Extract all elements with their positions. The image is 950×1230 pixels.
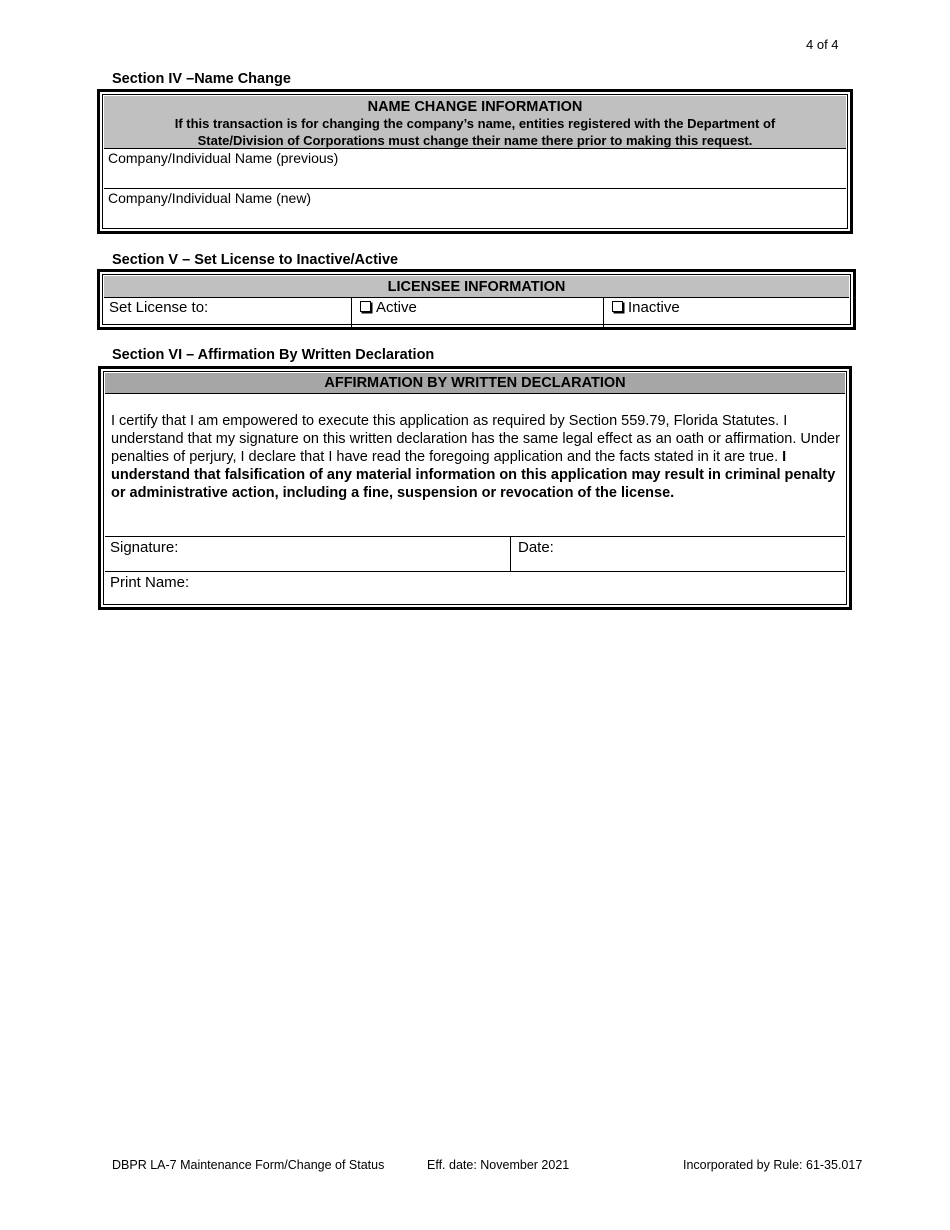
new-name-field[interactable] <box>104 189 846 233</box>
name-change-box <box>97 89 853 234</box>
licensee-info-header: LICENSEE INFORMATION <box>104 276 849 298</box>
section-5-title: Section V – Set License to Inactive/Active <box>112 252 399 268</box>
inactive-option-label: Inactive <box>628 299 680 316</box>
previous-name-field[interactable] <box>104 149 846 189</box>
new-name-label: Company/Individual Name (new) <box>108 190 312 206</box>
print-name-label: Print Name: <box>110 574 190 591</box>
affirmation-text <box>105 394 845 537</box>
signature-row <box>105 537 845 572</box>
section-6-title: Section VI – Affirmation By Written Declaration <box>112 347 435 363</box>
name-change-header-title: NAME CHANGE INFORMATION <box>367 99 583 115</box>
inactive-checkbox[interactable] <box>612 301 623 312</box>
signature-label: Signature: <box>110 539 179 556</box>
name-change-header <box>104 96 846 149</box>
date-label: Date: <box>518 539 554 556</box>
inactive-option[interactable] <box>604 298 849 329</box>
print-name-row <box>105 572 845 609</box>
affirmation-text-regular: I certify that I am empowered to execute this application as required by Section 559.79, Florida Statutes. I understand that my signature on this written declaration has the same legal effect as an oath or affirmation. Under penalties of perjury, I declare that I have read the foregoing application and the facts stated in it are true. <box>111 413 840 465</box>
footer-eff-date: Eff. date: November 2021 <box>427 1158 570 1172</box>
footer-rule: Incorporated by Rule: 61-35.017 <box>683 1158 863 1172</box>
date-field[interactable] <box>511 537 845 571</box>
active-option[interactable] <box>352 298 604 329</box>
footer-form-name: DBPR LA-7 Maintenance Form/Change of Status <box>112 1158 385 1172</box>
active-option-label: Active <box>376 299 417 316</box>
affirmation-text-bold: I understand that falsification of any material information on this application may result in criminal penalty or administrative action, including a fine, suspension or revocation of the license. <box>111 449 836 501</box>
affirmation-header: AFFIRMATION BY WRITTEN DECLARATION <box>105 373 845 394</box>
set-license-row <box>104 298 849 329</box>
print-name-field[interactable] <box>105 572 845 609</box>
section-4-title: Section IV –Name Change <box>112 71 291 87</box>
affirmation-box <box>98 366 852 610</box>
signature-field[interactable] <box>105 537 511 571</box>
active-checkbox[interactable] <box>360 301 371 312</box>
name-change-notice: If this transaction is for changing the company’s name, entities registered with the Department of State/Division of Corporations must change their name there prior to making this request. <box>174 116 776 148</box>
set-license-label: Set License to: <box>104 298 352 329</box>
page-number: 4 of 4 <box>806 37 839 52</box>
licensee-info-box <box>97 269 856 330</box>
previous-name-label: Company/Individual Name (previous) <box>108 150 339 166</box>
